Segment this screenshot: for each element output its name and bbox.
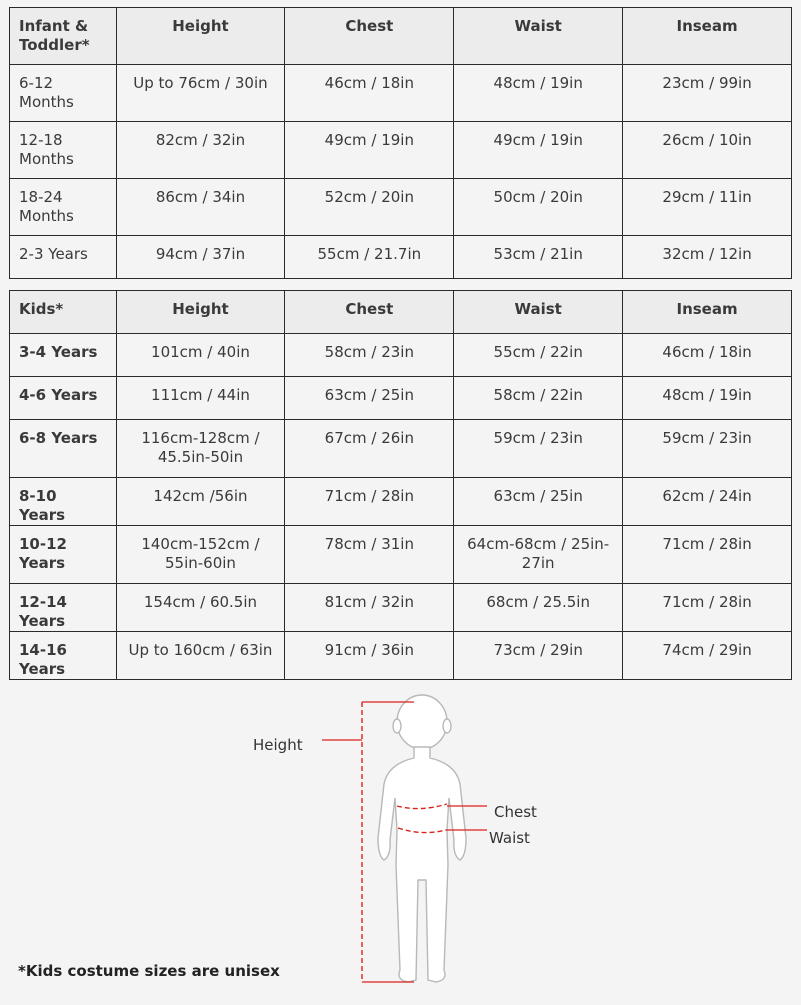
size-label: 18-24 Months	[10, 179, 117, 236]
inseam-cell: 62cm / 24in	[623, 478, 792, 526]
height-cell: 116cm-128cm / 45.5in-50in	[116, 420, 285, 478]
column-header-waist: Waist	[454, 8, 623, 65]
column-header-inseam: Inseam	[623, 8, 792, 65]
child-silhouette-diagram	[0, 680, 801, 1001]
height-cell: 101cm / 40in	[116, 334, 285, 377]
column-header-height: Height	[116, 8, 285, 65]
inseam-cell: 71cm / 28in	[623, 526, 792, 584]
size-label: 2-3 Years	[10, 236, 117, 279]
child-silhouette-icon	[378, 695, 466, 982]
size-label: 4-6 Years	[10, 377, 117, 420]
table-row	[10, 632, 792, 680]
inseam-cell: 74cm / 29in	[623, 632, 792, 680]
table-row	[10, 420, 792, 478]
chest-cell: 55cm / 21.7in	[285, 236, 454, 279]
height-cell: 94cm / 37in	[116, 236, 285, 279]
waist-cell: 53cm / 21in	[454, 236, 623, 279]
kids-table-title: Kids*	[10, 291, 117, 334]
size-label: 14-16 Years	[10, 632, 117, 680]
inseam-cell: 59cm / 23in	[623, 420, 792, 478]
waist-cell: 55cm / 22in	[454, 334, 623, 377]
height-cell: 82cm / 32in	[116, 122, 285, 179]
chest-label: Chest	[494, 803, 537, 821]
table-row	[10, 179, 792, 236]
table-row	[10, 478, 792, 526]
size-label: 10-12 Years	[10, 526, 117, 584]
column-header-inseam: Inseam	[623, 291, 792, 334]
waist-cell: 49cm / 19in	[454, 122, 623, 179]
size-label: 12-14 Years	[10, 584, 117, 632]
measurement-figure	[0, 680, 801, 1001]
waist-label: Waist	[489, 829, 530, 847]
infant-table-title: Infant & Toddler*	[10, 8, 117, 65]
infant-toddler-size-table	[9, 7, 792, 279]
inseam-cell: 26cm / 10in	[623, 122, 792, 179]
waist-cell: 68cm / 25.5in	[454, 584, 623, 632]
height-cell: 140cm-152cm / 55in-60in	[116, 526, 285, 584]
table-row	[10, 526, 792, 584]
table-row	[10, 122, 792, 179]
waist-cell: 50cm / 20in	[454, 179, 623, 236]
size-label: 8-10 Years	[10, 478, 117, 526]
table-header-row	[10, 8, 792, 65]
inseam-cell: 71cm / 28in	[623, 584, 792, 632]
chest-cell: 52cm / 20in	[285, 179, 454, 236]
inseam-cell: 46cm / 18in	[623, 334, 792, 377]
waist-cell: 63cm / 25in	[454, 478, 623, 526]
height-cell: 142cm /56in	[116, 478, 285, 526]
waist-cell: 59cm / 23in	[454, 420, 623, 478]
chest-cell: 46cm / 18in	[285, 65, 454, 122]
waist-cell: 58cm / 22in	[454, 377, 623, 420]
column-header-waist: Waist	[454, 291, 623, 334]
kids-size-table	[9, 290, 792, 680]
waist-cell: 64cm-68cm / 25in-27in	[454, 526, 623, 584]
table-row	[10, 377, 792, 420]
column-header-height: Height	[116, 291, 285, 334]
chest-cell: 67cm / 26in	[285, 420, 454, 478]
height-cell: Up to 160cm / 63in	[116, 632, 285, 680]
table-row	[10, 65, 792, 122]
height-cell: 86cm / 34in	[116, 179, 285, 236]
height-cell: 111cm / 44in	[116, 377, 285, 420]
waist-cell: 48cm / 19in	[454, 65, 623, 122]
chest-cell: 81cm / 32in	[285, 584, 454, 632]
table-row	[10, 334, 792, 377]
size-label: 6-12 Months	[10, 65, 117, 122]
table-row	[10, 236, 792, 279]
size-label: 3-4 Years	[10, 334, 117, 377]
inseam-cell: 48cm / 19in	[623, 377, 792, 420]
unisex-footnote: *Kids costume sizes are unisex	[18, 962, 280, 980]
table-header-row	[10, 291, 792, 334]
inseam-cell: 23cm / 99in	[623, 65, 792, 122]
height-cell: Up to 76cm / 30in	[116, 65, 285, 122]
waist-cell: 73cm / 29in	[454, 632, 623, 680]
table-row	[10, 584, 792, 632]
chest-cell: 78cm / 31in	[285, 526, 454, 584]
inseam-cell: 32cm / 12in	[623, 236, 792, 279]
inseam-cell: 29cm / 11in	[623, 179, 792, 236]
size-label: 6-8 Years	[10, 420, 117, 478]
height-cell: 154cm / 60.5in	[116, 584, 285, 632]
size-label: 12-18 Months	[10, 122, 117, 179]
column-header-chest: Chest	[285, 291, 454, 334]
column-header-chest: Chest	[285, 8, 454, 65]
chest-cell: 91cm / 36in	[285, 632, 454, 680]
chest-cell: 63cm / 25in	[285, 377, 454, 420]
chest-cell: 71cm / 28in	[285, 478, 454, 526]
chest-cell: 58cm / 23in	[285, 334, 454, 377]
height-label: Height	[253, 736, 303, 754]
chest-cell: 49cm / 19in	[285, 122, 454, 179]
